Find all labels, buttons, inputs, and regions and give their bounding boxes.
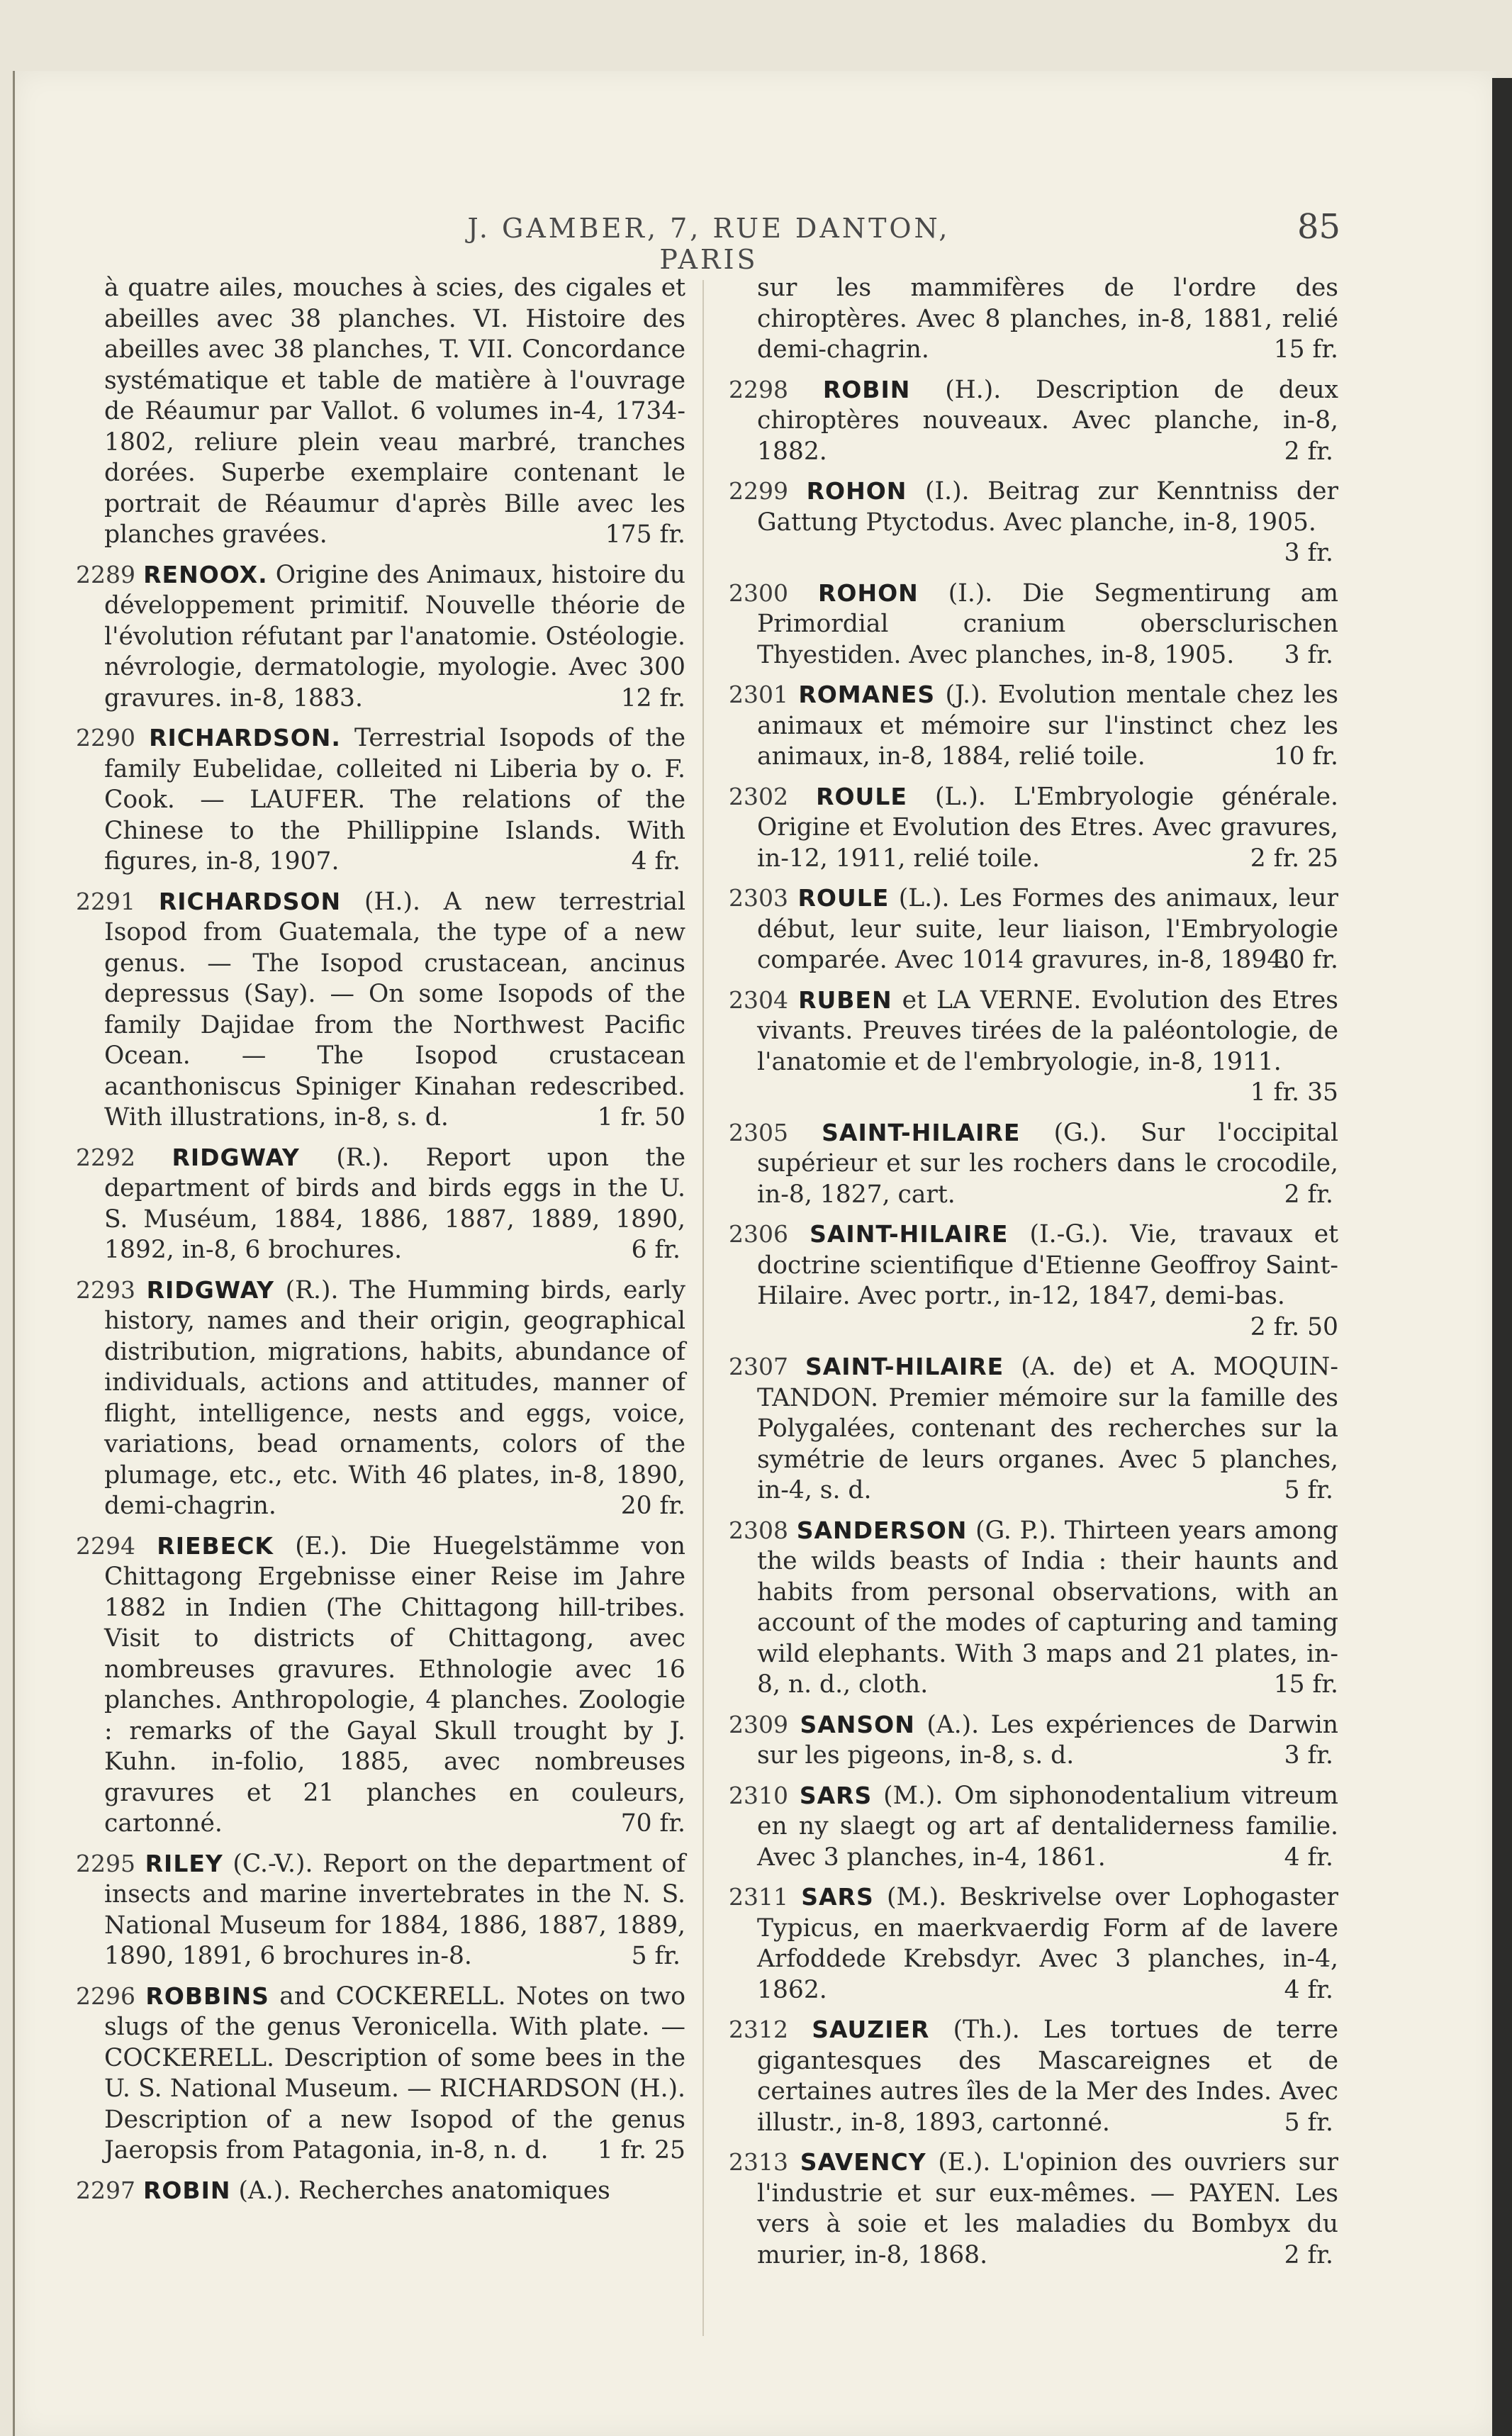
entry-description: and COCKERELL. Notes on two slugs of the genus Veronicella. With plate. — COCKERELL. Description of some bees in the U. S. National Museum. — RICHARDSON (H.). Description of a new Isopod of the genus Jaeropsis from Patagonia, in-8, n. d. [104, 1982, 685, 2164]
catalog-entry [729, 781, 1338, 875]
entry-author: ROHON [817, 579, 919, 607]
entry-author: SAINT-HILAIRE [810, 1220, 1009, 1248]
catalog-entry [76, 1531, 685, 1840]
entry-number: 2306 [729, 1220, 788, 1248]
entry-price: 3 fr. [1284, 539, 1333, 567]
entry-author: ROBBINS [145, 1982, 269, 2010]
entry-author: RUBEN [798, 985, 892, 1014]
entry-author: ROULE [797, 884, 890, 912]
entry-author: RILEY [145, 1849, 223, 1877]
entry-description: (M.). Beskrivelse over Lophogaster Typicus, en maerkvaerdig Form af de lavere Arfoddede Krebsdyr. Avec 3 planches, in-4, 1862. [757, 1883, 1338, 2004]
entry-number: 2291 [76, 887, 135, 915]
entry-number: 2297 [76, 2176, 135, 2204]
entry-number: 2310 [729, 1781, 788, 1809]
entry-price: 15 fr. [1273, 335, 1338, 364]
entry-description: (I.). Die Segmentirung am Primordial cranium obersclurischen Thyestiden. Avec planches, in-8, 1905. [757, 579, 1339, 669]
entry-price: 5 fr. [631, 1942, 681, 1970]
entry-author: RIDGWAY [146, 1275, 274, 1304]
entry-price: 2 fr. [1284, 437, 1333, 466]
entry-author: SARS [799, 1781, 873, 1809]
entry-price: 175 fr. [605, 520, 685, 549]
entry-number: 2304 [729, 985, 788, 1014]
catalog-entry [729, 578, 1338, 671]
entry-description: (L.). Les Formes des animaux, leur début, leur suite, leur liaison, l'Embryologie comparée. Avec 1014 gravures, in-8, 1894. [757, 884, 1339, 974]
entry-number: 2293 [76, 1275, 135, 1304]
entry-price: 6 fr. [631, 1236, 681, 1264]
entry-price: 2 fr. [1284, 1180, 1333, 1209]
entry-price: 2 fr. 25 [1250, 844, 1338, 873]
catalog-entry [76, 1275, 685, 1522]
entry-author: ROBIN [822, 375, 911, 403]
entry-author: SANDERSON [796, 1516, 968, 1544]
entry-author: SAINT-HILAIRE [822, 1118, 1021, 1146]
catalog-entry [76, 559, 685, 715]
entry-price: 12 fr. [620, 683, 685, 713]
entry-description: (I.). Beitrag zur Kenntniss der Gattung Ptyctodus. Avec planche, in-8, 1905. [757, 477, 1338, 537]
catalog-entry [76, 722, 685, 878]
entry-author: ROMANES [798, 681, 936, 708]
catalog-entry [76, 1848, 685, 1972]
entry-author: SAINT-HILAIRE [805, 1353, 1004, 1380]
entry-price: 5 fr. [1284, 2108, 1333, 2137]
entry-author: RENOOX. [143, 560, 268, 588]
entry-author: SAVENCY [800, 2148, 926, 2176]
entry-description: Terrestrial Isopods of the family Eubelidae, colleited ni Liberia by o. F. Cook. — LAUFER. The relations of the Chinese to the Phillippine Islands. With figures, in-8, 1907. [104, 724, 685, 876]
entry-author: ROHON [806, 477, 907, 505]
entry-price: 30 fr. [1273, 946, 1338, 974]
entry-number: 2296 [76, 1982, 135, 2010]
entry-author: RIEBECK [157, 1531, 274, 1560]
entry-number: 2300 [729, 579, 788, 607]
entry-description: (H.). A new terrestrial Isopod from Guatemala, the type of a new genus. — The Isopod crustacean, ancinus depressus (Say). — On some Isopods of the family Dajidae from the Northwest Pacific Ocean. — The Isopod crustacean acanthoniscus Spiniger Kinahan redescribed. With illustrations, in-8, s. d. [104, 887, 685, 1132]
entry-price: 2 fr. 50 [1250, 1312, 1338, 1341]
entry-description: (G.). Sur l'occipital supérieur et sur les rochers dans le crocodile, in-8, 1827, cart. [757, 1118, 1339, 1209]
entry-price: 10 fr. [1273, 742, 1338, 771]
entry-description: (E.). L'opinion des ouvriers sur l'industrie et sur eux-mêmes. — PAYEN. Les vers à soie et les maladies du Bombyx du murier, in-8, 1868. [757, 2148, 1338, 2269]
entry-description: sur les mammifères de l'ordre des chiroptères. Avec 8 planches, in-8, 1881, relié demi-chagrin. [757, 274, 1338, 364]
catalog-entry [729, 1882, 1338, 2006]
catalog-entry [729, 1351, 1338, 1507]
catalog-entry [729, 2147, 1338, 2271]
catalog-entry [729, 1117, 1338, 1211]
entry-number: 2299 [729, 477, 788, 505]
entry-number: 2294 [76, 1531, 135, 1560]
left-column [76, 273, 685, 2215]
catalog-entry [76, 2175, 685, 2207]
entry-description: (R.). Report upon the department of birds and birds eggs in the U. S. Muséum, 1884, 1886, 1887, 1889, 1890, 1892, in-8, 6 brochures. [104, 1143, 685, 1264]
catalog-entry [729, 1709, 1338, 1772]
entry-description: (G. P.). Thirteen years among the wilds beasts of India : their haunts and habits from personal observations, with an account of the modes of capturing and taming wild elephants. With 3 maps and 21 plates, in-8, n. d., cloth. [757, 1516, 1338, 1699]
entry-number: 2290 [76, 724, 135, 752]
catalog-entry [729, 1515, 1338, 1701]
entry-author: SAUZIER [812, 2016, 930, 2043]
catalog-entry [729, 2014, 1338, 2138]
catalog-entry [729, 679, 1338, 773]
catalog-entry [76, 1981, 685, 2167]
right-column [729, 273, 1338, 2279]
catalog-entry [729, 1219, 1338, 1343]
entry-price: 1 fr. 50 [597, 1103, 685, 1132]
entry-number: 2295 [76, 1849, 135, 1877]
entry-description: Origine des Animaux, histoire du développement primitif. Nouvelle théorie de l'évolution réfutant par l'anatomie. Ostéologie. névrologie, dermatologie, myologie. Avec 300 gravures. in-8, 1883. [104, 560, 685, 713]
entry-number: 2292 [76, 1143, 135, 1171]
entry-price: 15 fr. [1273, 1670, 1338, 1699]
entry-author: SANSON [800, 1710, 915, 1738]
entry-author: ROULE [816, 782, 907, 810]
entry-description: (A.). Les expériences de Darwin sur les pigeons, in-8, s. d. [757, 1710, 1339, 1770]
entry-price: 2 fr. [1284, 2240, 1333, 2269]
entry-description: (J.). Evolution mentale chez les animaux et mémoire sur l'instinct chez les animaux, in-8, 1884, relié toile. [757, 681, 1339, 771]
page-header [0, 207, 1512, 275]
entry-author: ROBIN [142, 2176, 231, 2204]
catalog-entry [729, 476, 1338, 569]
entry-description: (A. de) et A. MOQUIN-TANDON. Premier mémoire sur la famille des Polygalées, contenant des recherches sur la symétrie de leurs organes. Avec 5 planches, in-4, s. d. [757, 1353, 1339, 1504]
entry-description: (M.). Om siphonodentalium vitreum en ny slaegt og art af dentaliderness familie. Avec 3 planches, in-4, 1861. [757, 1781, 1339, 1872]
entry-number: 2298 [729, 375, 788, 403]
entry-price: 5 fr. [1284, 1476, 1333, 1504]
page-number: 85 [1297, 207, 1341, 247]
catalog-entry [729, 273, 1338, 366]
entry-number: 2289 [76, 560, 135, 588]
entry-author: RICHARDSON. [149, 724, 341, 752]
entry-description: (E.). Die Huegelstämme von Chittagong Ergebnisse einer Reise im Jahre 1882 in Indien (The Chittagong hill-tribes. Visit to districts of Chittagong, avec nombreuses gravures. Ethnologie avec 16 planches. Anthropologie, 4 planches. Zoologie : remarks of the Gayal Skull trought by J. Kuhn. in-folio, 1885, avec nombreuses gravures et 21 planches en couleurs, cartonné. [104, 1531, 686, 1838]
catalog-entry [76, 1142, 685, 1266]
entry-number: 2308 [729, 1516, 788, 1544]
catalog-entry [729, 374, 1338, 468]
entry-price: 1 fr. 35 [1250, 1078, 1338, 1107]
entry-description: (I.-G.). Vie, travaux et doctrine scientifique d'Etienne Geoffroy Saint-Hilaire. Avec portr., in-12, 1847, demi-bas. [757, 1220, 1339, 1310]
entry-author: RIDGWAY [172, 1143, 300, 1171]
entry-description: (R.). The Humming birds, early history, names and their origin, geographical distribution, migrations, habits, abundance of individuals, actions and attitudes, manner of flight, intelligence, nests and eggs, voice, variations, bead ornaments, colors of the plumage, etc., etc. With 46 plates, in-8, 1890, demi-chagrin. [104, 1275, 685, 1520]
catalog-entry [76, 886, 685, 1134]
catalog-entry [729, 883, 1338, 976]
entry-description: et LA VERNE. Evolution des Etres vivants. Preuves tirées de la paléontologie, de l'anatomie et de l'embryologie, in-8, 1911. [757, 985, 1339, 1076]
entry-number: 2312 [729, 2016, 788, 2043]
column-divider [702, 280, 704, 2336]
entry-price: 20 fr. [620, 1492, 685, 1520]
entry-number: 2309 [729, 1710, 788, 1738]
running-head: J. GAMBER, 7, RUE DANTON, PARIS [467, 213, 951, 275]
entry-number: 2307 [729, 1353, 788, 1380]
entry-price: 3 fr. [1284, 640, 1333, 669]
entry-number: 2303 [729, 884, 788, 912]
entry-description: à quatre ailes, mouches à scies, des cigales et abeilles avec 38 planches. VI. Histoire des abeilles avec 38 planches, T. VII. Concordance systématique et table de matière à l'ouvrage de Réaumur par Vallot. 6 volumes in-4, 1734-1802, reliure plein veau marbré, tranches dorées. Superbe exemplaire contenant le portrait de Réaumur d'après Bille avec les planches gravées. [104, 274, 685, 549]
entry-price: 4 fr. [1284, 1975, 1333, 2004]
entry-number: 2313 [729, 2148, 788, 2176]
entry-number: 2302 [729, 782, 788, 810]
entry-price: 1 fr. 25 [597, 2136, 685, 2164]
page-edge-shadow [1492, 78, 1512, 2436]
entry-number: 2301 [729, 681, 788, 708]
entry-description: (C.-V.). Report on the department of insects and marine invertebrates in the N. S. National Museum for 1884, 1886, 1887, 1889, 1890, 1891, 6 brochures in-8. [104, 1849, 685, 1970]
entry-price: 4 fr. [1284, 1843, 1333, 1872]
entry-number: 2311 [729, 1883, 788, 1911]
entry-price: 70 fr. [620, 1809, 685, 1838]
entry-description: (Th.). Les tortues de terre gigantesques des Mascareignes et de certaines autres îles de la Mer des Indes. Avec illustr., in-8, 1893, cartonné. [757, 2016, 1339, 2137]
entry-number: 2305 [729, 1118, 788, 1146]
entry-description: (H.). Description de deux chiroptères nouveaux. Avec planche, in-8, 1882. [757, 375, 1339, 466]
catalog-entry [729, 1780, 1338, 1874]
entry-price: 3 fr. [1284, 1741, 1333, 1770]
entry-description: (A.). Recherches anatomiques [238, 2176, 610, 2205]
catalog-entry [729, 985, 1338, 1109]
entry-description: (L.). L'Embryologie générale. Origine et Evolution des Etres. Avec gravures, in-12, 1911, relié toile. [757, 782, 1338, 873]
catalog-entry [76, 273, 685, 551]
entry-author: RICHARDSON [158, 887, 342, 915]
entry-price: 4 fr. [631, 847, 681, 876]
entry-author: SARS [801, 1883, 874, 1911]
